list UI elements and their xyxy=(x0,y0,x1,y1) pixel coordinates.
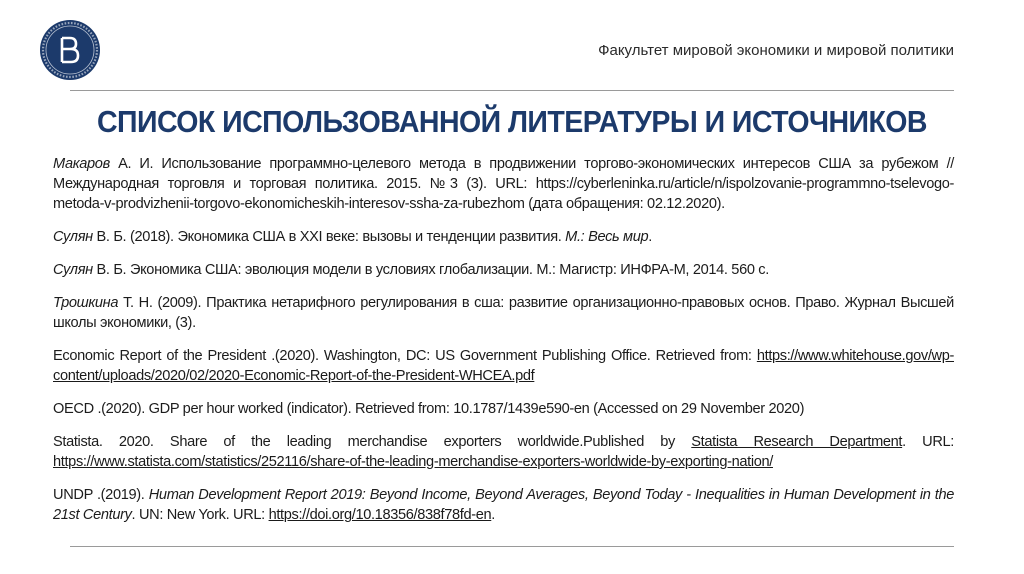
reference-text: А. И. Использование программно-целевого метода в продвижении торгово-экономических интересов США за рубежом // Международная торговля и торговая политика. 2015. №3 (3). URL: https://cyberleninka.ru/article/n/ispolzovanie-programmno-tselevogo-metoda-v-prodvizhenii-torgovo-ekonomicheskih-interesov-ssha-za-rubezhom (дата обращения: 02.12.2020). xyxy=(53,156,954,212)
reference-text: . UN: New York. URL: xyxy=(131,507,269,523)
footer-divider xyxy=(70,546,954,547)
reference-text: OECD .(2020). GDP per hour worked (indicator). Retrieved from: 10.1787/1439e590-en (Accessed on 29 November 2020) xyxy=(53,401,805,417)
reference-text: Т. Н. (2009). Практика нетарифного регулирования в сша: развитие организационно-правовых основ. Право. Журнал Высшей школы экономики, (3). xyxy=(53,295,954,331)
reference-item xyxy=(53,346,954,386)
reference-link[interactable]: https://www.whitehouse.gov/wp-content/uploads/2020/02/2020-Economic-Report-of-the-President-WHCEA.pdf xyxy=(53,348,954,384)
reference-author: Сулян xyxy=(53,262,93,278)
header-divider xyxy=(70,90,954,91)
hse-logo-icon xyxy=(38,18,102,82)
faculty-name: Факультет мировой экономики и мировой политики xyxy=(598,42,954,59)
reference-punct: . xyxy=(491,507,495,523)
reference-text: Statista. 2020. Share of the leading merchandise exporters worldwide.Published by xyxy=(53,434,692,450)
reference-list xyxy=(53,154,954,538)
reference-author: Сулян xyxy=(53,229,93,245)
reference-item xyxy=(53,485,954,525)
reference-link[interactable]: Statista Research Department xyxy=(691,434,903,450)
reference-link[interactable]: https://doi.org/10.18356/838f78fd-en xyxy=(268,507,492,523)
reference-text: В. Б. (2018). Экономика США в XXI веке: вызовы и тенденции развития. xyxy=(92,229,566,245)
reference-text: Economic Report of the President .(2020). Washington, DC: US Government Publishing Office. Retrieved from: xyxy=(53,348,757,364)
reference-punct: . xyxy=(648,229,652,245)
reference-item xyxy=(53,260,954,280)
reference-item xyxy=(53,227,954,247)
reference-item xyxy=(53,399,954,419)
reference-author: Макаров xyxy=(53,156,110,172)
reference-text: В. Б. Экономика США: эволюция модели в условиях глобализации. М.: Магистр: ИНФРА-М, 2014. 560 с. xyxy=(92,262,769,278)
reference-item xyxy=(53,432,954,472)
page-title: СПИСОК ИСПОЛЬЗОВАННОЙ ЛИТЕРАТУРЫ И ИСТОЧНИКОВ xyxy=(97,104,927,139)
reference-publisher: М.: Весь мир xyxy=(565,229,649,245)
reference-text: . URL: xyxy=(902,434,954,450)
reference-item xyxy=(53,293,954,333)
reference-title: Human Development Report 2019: Beyond Income, Beyond Averages, Beyond Today - Inequalities in Human Development in the 21st Century xyxy=(53,487,954,523)
reference-text: UNDP .(2019). xyxy=(53,487,149,503)
reference-item xyxy=(53,154,954,214)
reference-author: Трошкина xyxy=(53,295,119,311)
reference-link[interactable]: https://www.statista.com/statistics/252116/share-of-the-leading-merchandise-exporters-worldwide-by-exporting-nation/ xyxy=(53,454,773,470)
